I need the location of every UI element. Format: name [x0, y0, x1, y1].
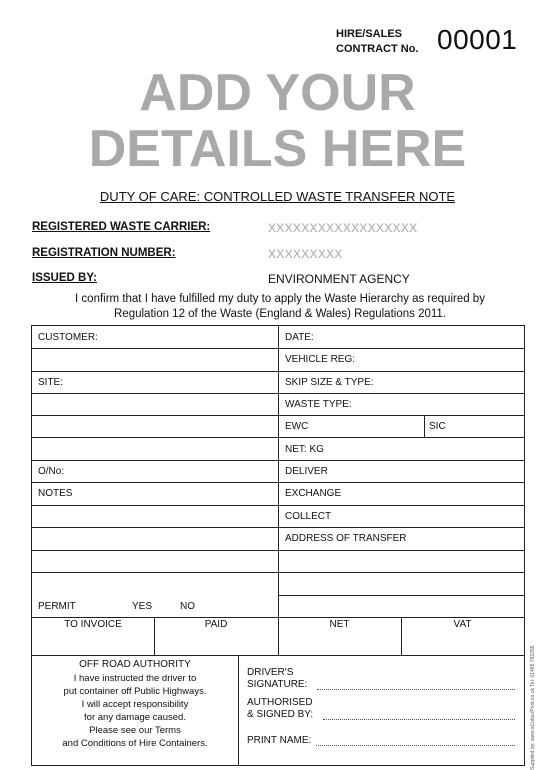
authorised-label-line1: AUTHORISED [247, 697, 313, 708]
confirmation-statement [40, 292, 520, 322]
authorised-signed-label [247, 697, 313, 721]
notes-field[interactable]: NOTES [38, 488, 73, 499]
authority-line4: for any damage caused. [84, 712, 186, 723]
vat-field[interactable]: VAT [453, 619, 472, 630]
collect-option[interactable]: COLLECT [285, 511, 332, 522]
confirmation-line2: Regulation 12 of the Waste (England & Wales) Regulations 2011. [114, 308, 446, 320]
supplier-note: Supplied by: www.aColourPrint.co.uk Tel: 01455 792255 [530, 645, 536, 770]
contract-number: 00001 [437, 24, 518, 55]
registered-carrier-value[interactable]: XXXXXXXXXXXXXXXXXX [268, 221, 418, 235]
permit-label: PERMIT [38, 601, 76, 612]
contract-label-line1: HIRE/SALES [336, 28, 403, 40]
authority-line3: I will accept responsibility [81, 699, 189, 710]
vehicle-reg-field[interactable]: VEHICLE REG: [285, 354, 356, 365]
authority-line1: I have instructed the driver to [73, 673, 197, 684]
company-placeholder-line1: ADD YOUR [139, 64, 416, 122]
deliver-option[interactable]: DELIVER [285, 466, 328, 477]
authority-line5: Please see our Terms [89, 725, 181, 736]
company-placeholder-line2: DETAILS HERE [88, 120, 467, 178]
sic-field[interactable]: SIC [429, 421, 446, 432]
contract-label [336, 27, 419, 57]
authority-line6: and Conditions of Hire Containers. [62, 738, 208, 749]
skip-size-field[interactable]: SKIP SIZE & TYPE: [285, 377, 374, 388]
ewc-field[interactable]: EWC [285, 421, 309, 432]
authorised-label-line2: & SIGNED BY: [247, 709, 314, 720]
paid-field[interactable]: PAID [204, 619, 228, 630]
registered-carrier-label: REGISTERED WASTE CARRIER: [32, 221, 211, 233]
permit-no-option[interactable]: NO [180, 601, 195, 612]
order-number-field[interactable]: O/No: [38, 466, 65, 477]
document-title: DUTY OF CARE: CONTROLLED WASTE TRANSFER NOTE [99, 189, 456, 204]
address-of-transfer-field[interactable]: ADDRESS OF TRANSFER [285, 533, 407, 544]
off-road-authority-title: OFF ROAD AUTHORITY [79, 659, 191, 670]
drivers-label-line1: DRIVER'S [247, 667, 294, 678]
drivers-signature-line[interactable] [317, 689, 515, 690]
net-field[interactable]: NET [329, 619, 350, 630]
net-kg-field[interactable]: NET: KG [285, 444, 324, 455]
issued-by-label: ISSUED BY: [32, 272, 97, 284]
customer-field[interactable]: CUSTOMER: [38, 332, 98, 343]
drivers-signature-label [247, 667, 307, 691]
authorised-signature-line[interactable] [323, 719, 515, 720]
contract-label-line2: CONTRACT No. [336, 43, 419, 55]
registration-number-label: REGISTRATION NUMBER: [32, 247, 176, 259]
confirmation-line1: I confirm that I have fulfilled my duty to apply the Waste Hierarchy as required by [75, 293, 485, 305]
date-field[interactable]: DATE: [285, 332, 314, 343]
waste-type-field[interactable]: WASTE TYPE: [285, 399, 352, 410]
to-invoice-field[interactable]: TO INVOICE [64, 619, 122, 630]
exchange-option[interactable]: EXCHANGE [285, 488, 342, 499]
print-name-label: PRINT NAME: [247, 735, 312, 746]
issued-by-value: ENVIRONMENT AGENCY [268, 272, 410, 286]
print-name-line[interactable] [316, 745, 515, 746]
transfer-form-table [31, 325, 525, 766]
authority-line2: put container off Public Highways. [63, 686, 207, 697]
registration-number-value[interactable]: XXXXXXXXX [268, 247, 343, 261]
site-field[interactable]: SITE: [38, 377, 64, 388]
drivers-label-line2: SIGNATURE: [247, 679, 308, 690]
permit-yes-option[interactable]: YES [132, 601, 153, 612]
